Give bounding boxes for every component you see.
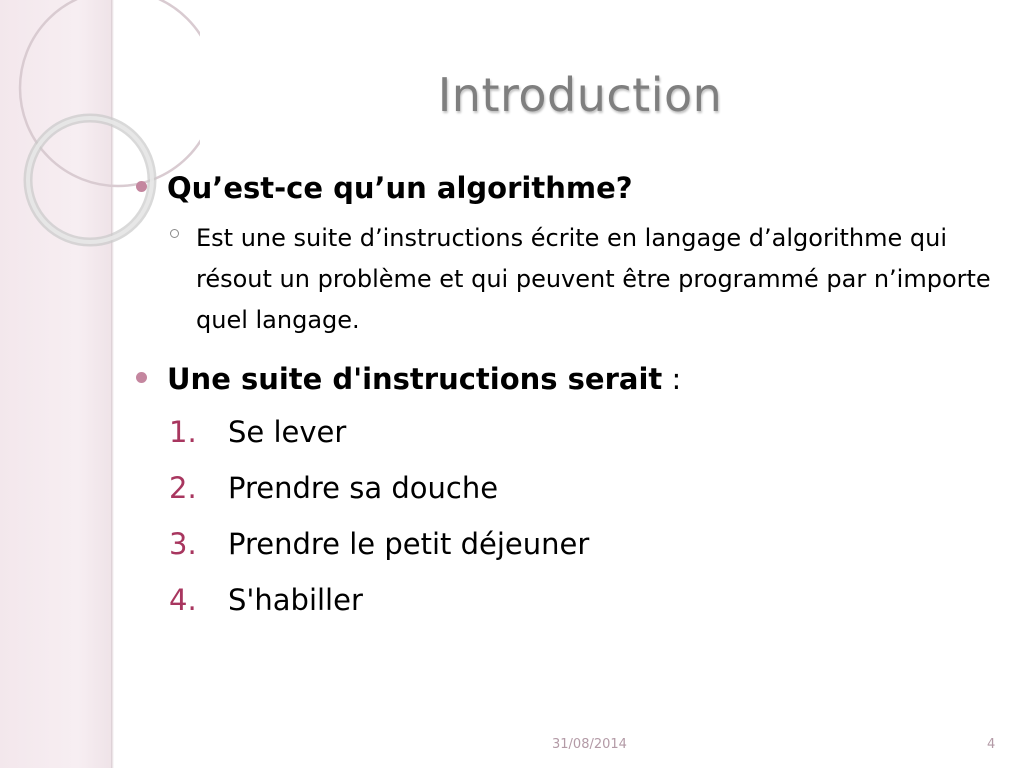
list-item-label: S'habiller: [228, 583, 363, 617]
list-number: 2.: [169, 471, 197, 505]
filled-bullet-icon: [136, 372, 147, 383]
slide-title: Introduction: [437, 68, 723, 122]
list-number: 3.: [169, 527, 197, 561]
sub-bullet-text: Est une suite d’instructions écrite en langage d’algorithme qui résout un problème et qui peuvent être programmé par n’importe quel langage.: [196, 224, 991, 334]
list-item: [169, 527, 1006, 583]
bullet-item: [136, 359, 1006, 399]
list-item-label: Prendre le petit déjeuner: [228, 527, 590, 561]
large-ring: [20, 0, 200, 186]
bullet-text: [167, 359, 681, 399]
list-item: [169, 583, 1006, 639]
bullet-item: [136, 168, 1006, 208]
footer-date: 31/08/2014: [552, 737, 627, 752]
filled-bullet-icon: [136, 181, 147, 192]
bullet-text: Qu’est-ce qu’un algorithme?: [167, 171, 633, 205]
sub-bullet-item: [170, 218, 1006, 341]
slide-number: 4: [987, 737, 996, 752]
gray-ring-highlight: [28, 118, 152, 242]
bullet-text-bold: Une suite d'instructions serait: [167, 362, 663, 396]
list-item-label: Se lever: [228, 415, 347, 449]
hollow-circle-bullet-icon: [170, 229, 179, 238]
numbered-list: [169, 415, 1006, 639]
list-item: [169, 471, 1006, 527]
list-number: 4.: [169, 583, 197, 617]
list-item: [169, 415, 1006, 471]
list-item-label: Prendre sa douche: [228, 471, 499, 505]
slide-body: [136, 168, 1006, 639]
list-number: 1.: [169, 415, 197, 449]
bullet-text-suffix: :: [662, 362, 682, 396]
